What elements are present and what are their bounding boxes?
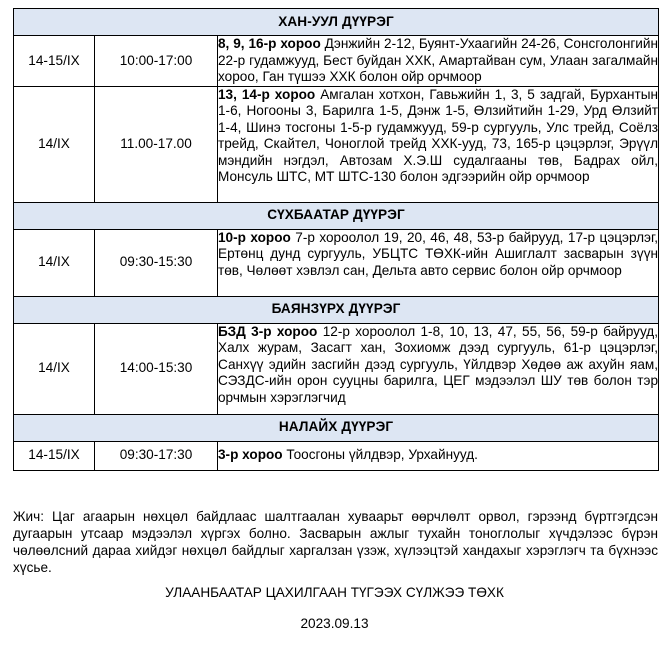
footnote: Жич: Цаг агаарын нөхцөл байдлаас шалтгаалан хуваарьт өөрчлөлт орвол, гэрээнд бүртгэгдсэн дугаарын утсаар мэдээлэл хүргэх болно. Засварын ажлыг тухайн тоноглолыг хүчдэлээс бүрэн чөлөөлсний дараа хийдэг нөхцөл байдлыг харгалзан үзэж, хүлээцтэй хандахыг хэрэглэгч та бүхнээс хүсье. xyxy=(13,509,658,575)
time-cell: 14:00-15:30 xyxy=(95,323,218,414)
date-cell: 14/IX xyxy=(14,229,95,296)
khoroo-label: 3-р хороо xyxy=(218,447,283,463)
district-header: НАЛАЙХ ДҮҮРЭГ xyxy=(14,414,659,441)
area-list: Тоосгоны үйлдвэр, Урхайнууд. xyxy=(282,447,478,463)
khoroo-label: БЗД 3-р хороо xyxy=(218,323,318,339)
area-cell xyxy=(218,229,659,296)
area-list: 12-р хороолол 1-8, 10, 13, 47, 55, 56, 59-р байрууд, Халх журам, Засагт хан, Зохиомж дээд сургууль, 61-р цэцэрлэг, Санхүү эдийн засгийн дээд сургууль, Үйлдвэр Хөдөө аж ахуйн яам, СЭЗДС-ийн орон сууцны барилга, ЦЕГ мэдээлэл ШУ төв болон тэр орчмын хэрэглэгчид xyxy=(218,323,659,405)
table-row xyxy=(14,86,659,202)
table-row xyxy=(14,323,659,414)
khoroo-label: 8, 9, 16-р хороо xyxy=(218,36,321,51)
company-name: УЛААНБААТАР ЦАХИЛГААН ТҮГЭЭХ СҮЛЖЭЭ ТӨХК xyxy=(165,585,504,600)
time-cell: 10:00-17:00 xyxy=(95,36,218,87)
date-cell: 14-15/IX xyxy=(14,441,95,470)
district-header-row xyxy=(14,296,659,323)
date-cell: 14/IX xyxy=(14,323,95,414)
district-header-row xyxy=(14,414,659,441)
time-cell: 09:30-17:30 xyxy=(95,441,218,470)
district-header: БАЯНЗҮРХ ДҮҮРЭГ xyxy=(14,296,659,323)
khoroo-label: 13, 14-р хороо xyxy=(218,86,316,102)
district-header: СҮХБААТАР ДҮҮРЭГ xyxy=(14,202,659,229)
table-row xyxy=(14,441,659,470)
area-cell xyxy=(218,441,659,470)
area-list: Амгалан хотхон, Гавьжийн 1, 3, 5 задгай, Бурхантын 1-6, Ногооны 3, Барилга 1-5, Дэнж 1-5, Өлзийтийн 1-29, Урд Өлзийт 1-4, Шинэ тосгоны 1-5-р гудамжууд, 59-р сургууль, Улс трейд, Соёлз трейд, Скайтел, Чоноглой трейд ХХК-ууд, 73, 165-р цэцэрлэг, Эрүүл мэндийн нэгдэл, Автозам Х.Э.Ш судалгааны төв, Бадрах ойл, Монсуль ШТС, МТ ШТС-130 болон эдгээрийн ойр орчмоор xyxy=(218,86,659,184)
area-list: 7-р хороолол 19, 20, 46, 48, 53-р байрууд, 17-р цэцэрлэг, Ертөнц дунд сургууль, УБЦТС ТӨХК-ийн Ашиглалт засварын зүүн төв, Чөлөөт хэвлэл сан, Дельта авто сервис болон ойр орчмоор xyxy=(218,229,659,278)
area-list: Дэнжийн 2-12, Буянт-Ухаагийн 24-26, Сонсголонгийн 22-р гудамжууд, Бест буйдан ХХК, Амартайван сум, Улаан загалмайн хороо, Ган түшээ ХХК болон ойр орчмоор xyxy=(218,36,659,84)
time-cell: 11.00-17.00 xyxy=(95,86,218,202)
area-cell xyxy=(218,36,659,87)
district-header: ХАН-УУЛ ДҮҮРЭГ xyxy=(14,9,659,36)
date-cell: 14-15/IX xyxy=(14,36,95,87)
district-header-row xyxy=(14,202,659,229)
issue-date: 2023.09.13 xyxy=(300,616,369,631)
khoroo-label: 10-р хороо xyxy=(218,229,291,245)
time-cell: 09:30-15:30 xyxy=(95,229,218,296)
outage-schedule-table xyxy=(13,8,659,471)
table-row xyxy=(14,36,659,87)
table-row xyxy=(14,229,659,296)
district-header-row xyxy=(14,9,659,36)
date-cell: 14/IX xyxy=(14,86,95,202)
area-cell xyxy=(218,323,659,414)
area-cell xyxy=(218,86,659,202)
